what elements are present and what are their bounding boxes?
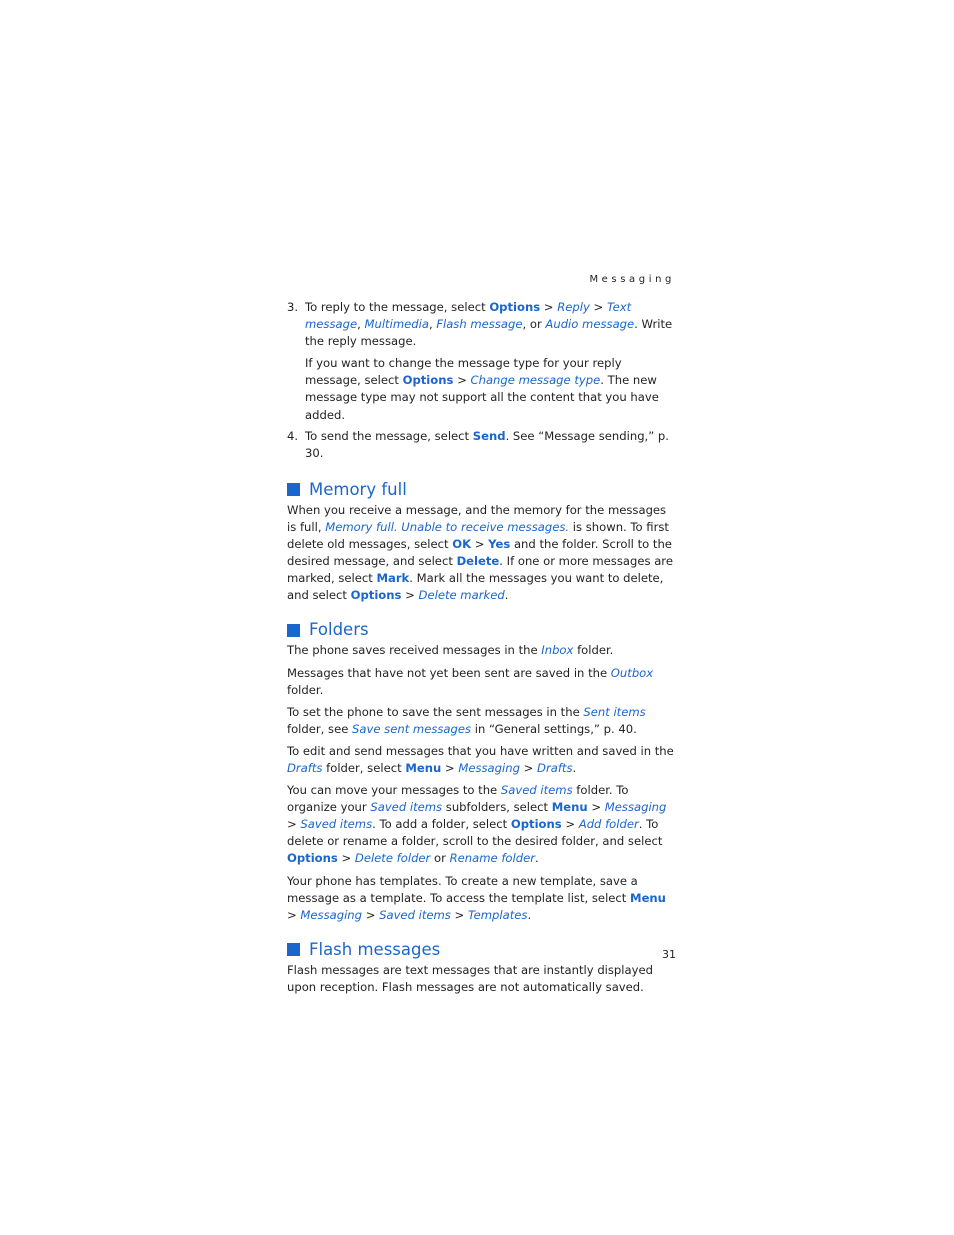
text-run: . To add a folder, select [372, 817, 511, 832]
text-run: > [362, 907, 380, 922]
text-run: . Write the reply message. [305, 317, 673, 349]
section-title: Folders [309, 620, 369, 640]
section-folders [287, 620, 679, 923]
menu-option: Audio message [545, 317, 635, 332]
text-run: . [504, 588, 509, 603]
text-run: > [540, 300, 558, 314]
menu-option: Flash message [436, 317, 523, 332]
text-run: > [337, 851, 355, 866]
menu-option: Saved items [379, 907, 451, 922]
menu-option: Memory full. Unable to receive messages. [325, 519, 570, 534]
text-run: . [572, 760, 577, 775]
text-run: . Mark all the messages you want to delete, and select [287, 571, 664, 603]
text-run: folder. [287, 682, 324, 697]
section-heading [287, 940, 679, 960]
text-run: . The new message type may not support all the content that you have added. [305, 373, 659, 422]
text-run: subfolders, select [442, 800, 552, 815]
text-run: Your phone has templates. To create a new template, save a message as a template. To access the template list, select [287, 873, 638, 905]
menu-option: Delete marked [418, 588, 505, 603]
menu-option: Rename folder [449, 851, 535, 866]
text-run: or [430, 851, 450, 866]
text-run: > [453, 373, 471, 388]
menu-command: Yes [488, 537, 511, 552]
menu-option: Multimedia [364, 317, 429, 332]
step-text [305, 428, 679, 462]
step-3-note [287, 355, 679, 423]
section-heading [287, 480, 679, 500]
text-run: To reply to the message, select [305, 300, 490, 314]
text-run: > [587, 800, 605, 815]
step-text [305, 299, 679, 350]
section-title: Memory full [309, 479, 407, 499]
menu-command: Options [287, 851, 338, 866]
menu-command: Send [472, 428, 506, 443]
step-number: 4. [287, 428, 299, 443]
heading-square-icon [287, 943, 300, 956]
step-4 [287, 428, 679, 462]
menu-option: Messaging [604, 800, 667, 815]
text-run: To edit and send messages that you have written and saved in the [287, 743, 674, 758]
menu-option: Messaging [300, 907, 363, 922]
text-run: folder. [573, 643, 614, 658]
text-run: Flash messages are text messages that are instantly displayed upon reception. Flash messages are not automatically saved. [287, 962, 653, 994]
menu-command: Menu [630, 890, 666, 905]
heading-square-icon [287, 483, 300, 496]
text-run: in “General settings,” p. 40. [471, 721, 637, 736]
text-run: To send the message, select [305, 428, 473, 443]
running-header: Messaging [589, 274, 675, 285]
menu-option: Saved items [370, 800, 443, 815]
text-run: If you want to change the message type for your reply message, select [305, 356, 622, 388]
text-run: > [561, 817, 579, 832]
text-run: > [287, 907, 301, 922]
menu-command: Options [350, 588, 402, 603]
text-run: , [357, 317, 365, 332]
section-flash-messages [287, 940, 679, 996]
text-run: . If one or more messages are marked, select [287, 554, 673, 586]
menu-option: Inbox [541, 643, 574, 658]
menu-command: Options [510, 817, 562, 832]
paragraph [287, 642, 679, 659]
menu-command: Options [489, 300, 541, 314]
section-heading [287, 620, 679, 640]
text-run: . [527, 907, 532, 922]
paragraph [287, 665, 679, 699]
menu-command: Menu [551, 800, 588, 815]
text-run: To set the phone to save the sent messages in the [287, 704, 584, 719]
text-run: Messages that have not yet been sent are saved in the [287, 665, 611, 680]
paragraph [287, 782, 679, 867]
paragraph [287, 704, 679, 738]
paragraph [287, 743, 679, 777]
menu-command: OK [452, 537, 472, 552]
text-run: > [450, 907, 468, 922]
menu-option: Messaging [458, 760, 520, 775]
menu-command: Mark [376, 571, 410, 586]
text-run: folder, select [322, 760, 406, 775]
text-run: folder, see [287, 721, 353, 736]
menu-command: Delete [456, 554, 500, 569]
menu-option: Templates [467, 907, 528, 922]
text-run: > [471, 537, 489, 552]
menu-option: Saved items [300, 817, 373, 832]
menu-option: Drafts [287, 760, 323, 775]
section-title: Flash messages [309, 939, 441, 959]
text-run: folder. To organize your [287, 783, 629, 815]
text-run: , [428, 317, 437, 332]
menu-option: Drafts [537, 760, 573, 775]
text-run: > [401, 588, 419, 603]
step-3 [287, 299, 679, 350]
paragraph [287, 502, 679, 605]
text-run: is shown. To first delete old messages, select [287, 519, 669, 552]
text-run: When you receive a message, and the memory for the messages is full, [287, 502, 667, 534]
text-run: . To delete or rename a folder, scroll to the desired folder, and select [287, 817, 663, 849]
text-run: > [441, 760, 459, 775]
paragraph [287, 962, 679, 996]
menu-option: Saved items [500, 783, 573, 798]
section-memory-full [287, 480, 679, 605]
heading-square-icon [287, 624, 300, 637]
menu-option: Change message type [470, 373, 601, 388]
text-run: The phone saves received messages in the [287, 643, 542, 658]
menu-command: Menu [405, 760, 442, 775]
menu-option: Save sent messages [352, 721, 472, 736]
menu-command: Options [402, 373, 454, 388]
content-column [287, 299, 679, 996]
page-number: 31 [662, 948, 676, 961]
menu-option: Outbox [610, 665, 654, 680]
text-run: . [534, 851, 539, 866]
menu-option: Add folder [578, 817, 639, 832]
text-run: . See “Message sending,” p. 30. [305, 428, 669, 460]
menu-option: Sent items [583, 704, 646, 719]
text-run: and the folder. Scroll to the desired message, and select [287, 537, 672, 569]
menu-option: Reply [557, 300, 590, 314]
text-run: > [589, 300, 607, 314]
text-run: > [519, 760, 538, 775]
step-number: 3. [287, 300, 299, 314]
text-run: > [287, 817, 301, 832]
text-run: You can move your messages to the [287, 783, 501, 798]
menu-option: Delete folder [354, 851, 431, 866]
text-run: , or [522, 317, 546, 332]
menu-option: Text message [305, 300, 632, 332]
paragraph [287, 873, 679, 924]
